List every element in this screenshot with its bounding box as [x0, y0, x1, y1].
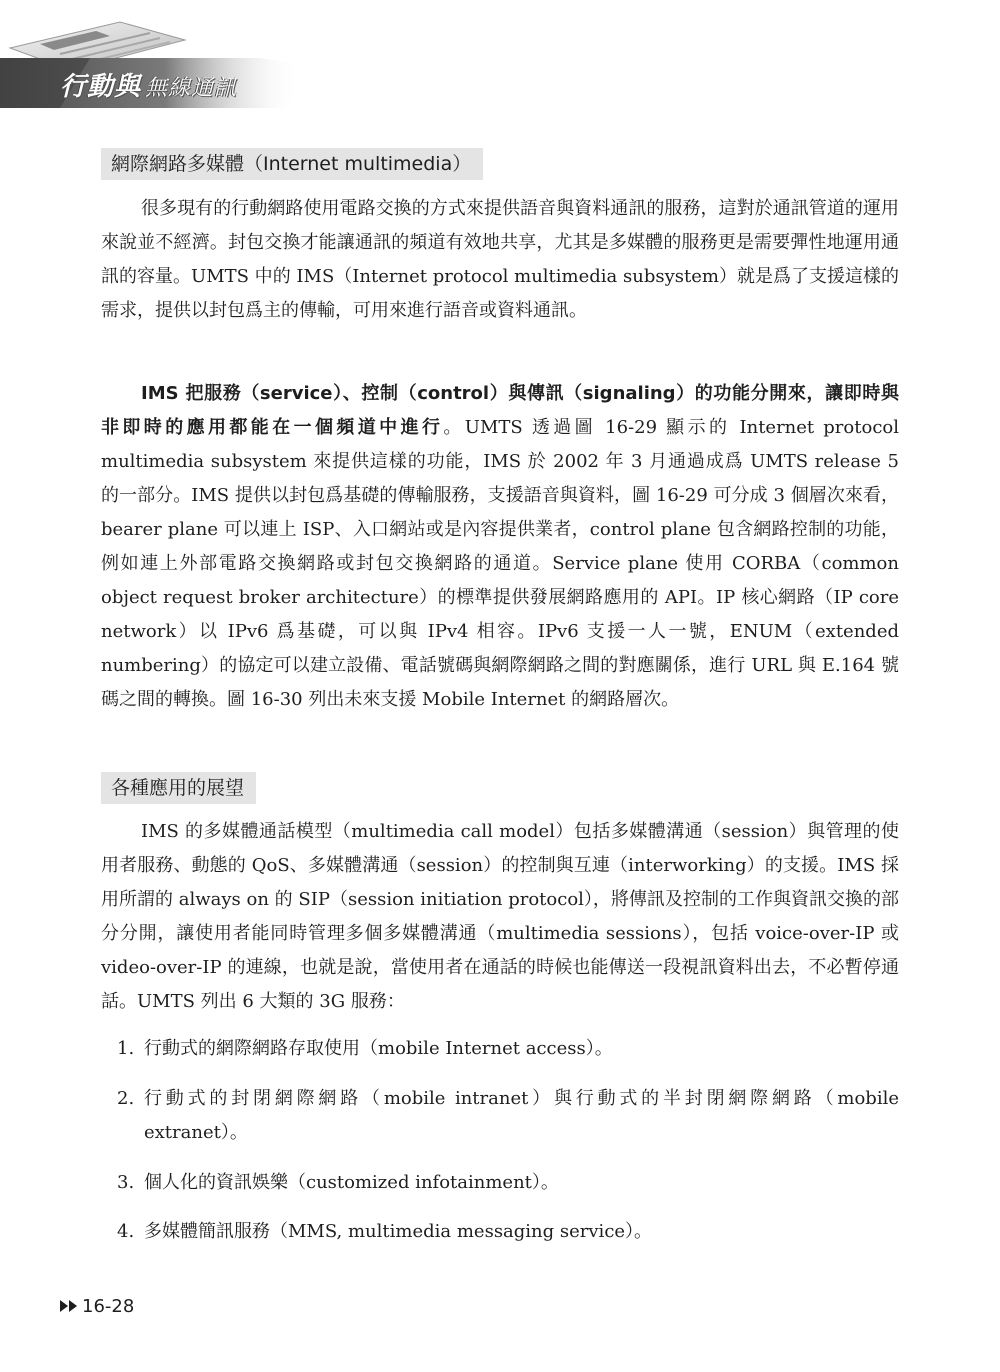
list-item — [117, 1032, 899, 1066]
page-number: 16-28 — [82, 1296, 135, 1317]
list-item — [117, 1215, 899, 1249]
paragraph-ims — [101, 377, 899, 717]
list-item-number: 4. — [117, 1221, 135, 1242]
chapter-title — [60, 66, 237, 103]
ims-bold-statement: IMS 把服務（service）、控制（control）與傳訊（signaling）的功能分開來，讓即時與非即時的應用都能在一個頻道中進行 — [101, 383, 899, 438]
section-heading-internet-multimedia: 網際網路多媒體（Internet multimedia） — [101, 148, 483, 180]
list-item-text: 個人化的資訊娛樂（customized infotainment）。 — [144, 1172, 559, 1193]
list-item-text: 多媒體簡訊服務（MMS, multimedia messaging service）。 — [144, 1221, 653, 1242]
chapter-title-part2: 無線通訊 — [145, 76, 238, 101]
list-item — [117, 1082, 899, 1150]
list-item-text: 行動式的網際網路存取使用（mobile Internet access）。 — [144, 1038, 613, 1059]
page-footer — [60, 1294, 134, 1320]
double-arrow-icon — [60, 1299, 78, 1313]
paragraph-mobile-networks: 很多現有的行動網路使用電路交換的方式來提供語音與資料通訊的服務，這對於通訊管道的運用來說並不經濟。封包交換才能讓通訊的頻道有效地共享，尤其是多媒體的服務更是需要彈性地運用通訊的容量。UMTS 中的 IMS（Internet protocol multimedia subsystem）就是爲了支援這樣的需求，提供以封包爲主的傳輸，可用來進行語音或資料通訊。 — [101, 198, 899, 321]
list-item-number: 2. — [117, 1088, 135, 1109]
list-item-number: 3. — [117, 1172, 135, 1193]
list-item — [117, 1166, 899, 1200]
list-item-text: 行動式的封閉網際網路（mobile intranet）與行動式的半封閉網際網路（mobile extranet）。 — [144, 1088, 899, 1143]
list-item-number: 1. — [117, 1038, 135, 1059]
ims-paragraph-text: 。UMTS 透過圖 16-29 顯示的 Internet protocol multimedia subsystem 來提供這樣的功能，IMS 於 2002 年 3 月通過成爲 UMTS release 5 的一部分。IMS 提供以封包爲基礎的傳輸服務，支援語音與資料，圖 16-29 可分成 3 個層次來看，bearer plane 可以連上 ISP、入口網站或是內容提供業者，control plane 包含網路控制的功能，例如連上外部電路交換網路或封包交換網路的通道。Service plane 使用 CORBA（common object request broker architecture）的標準提供發展網路應用的 API。IP 核心網路（IP core network）以 IPv6 爲基礎，可以與 IPv4 相容。IPv6 支援一人一號，ENUM（extended numbering）的協定可以建立設備、電話號碼與網際網路之間的對應關係，進行 URL 與 E.164 號碼之間的轉換。圖 16-30 列出未來支援 Mobile Internet 的網路層次。 — [101, 417, 899, 710]
paragraph-ims-call-model: IMS 的多媒體通話模型（multimedia call model）包括多媒體溝通（session）與管理的使用者服務、動態的 QoS、多媒體溝通（session）的控制與互連（interworking）的支援。IMS 採用所謂的 always on 的 SIP（session initiation protocol），將傳訊及控制的工作與資訊交換的部分分開，讓使用者能同時管理多個多媒體溝通（multimedia sessions），包括 voice-over-IP 或 video-over-IP 的連線，也就是說，當使用者在通話的時候也能傳送一段視訊資料出去，不必暫停通話。UMTS 列出 6 大類的 3G 服務： — [101, 821, 899, 1012]
chapter-banner — [0, 0, 300, 118]
section-heading-applications: 各種應用的展望 — [101, 772, 256, 804]
chapter-title-part1: 行動與 — [60, 72, 142, 102]
